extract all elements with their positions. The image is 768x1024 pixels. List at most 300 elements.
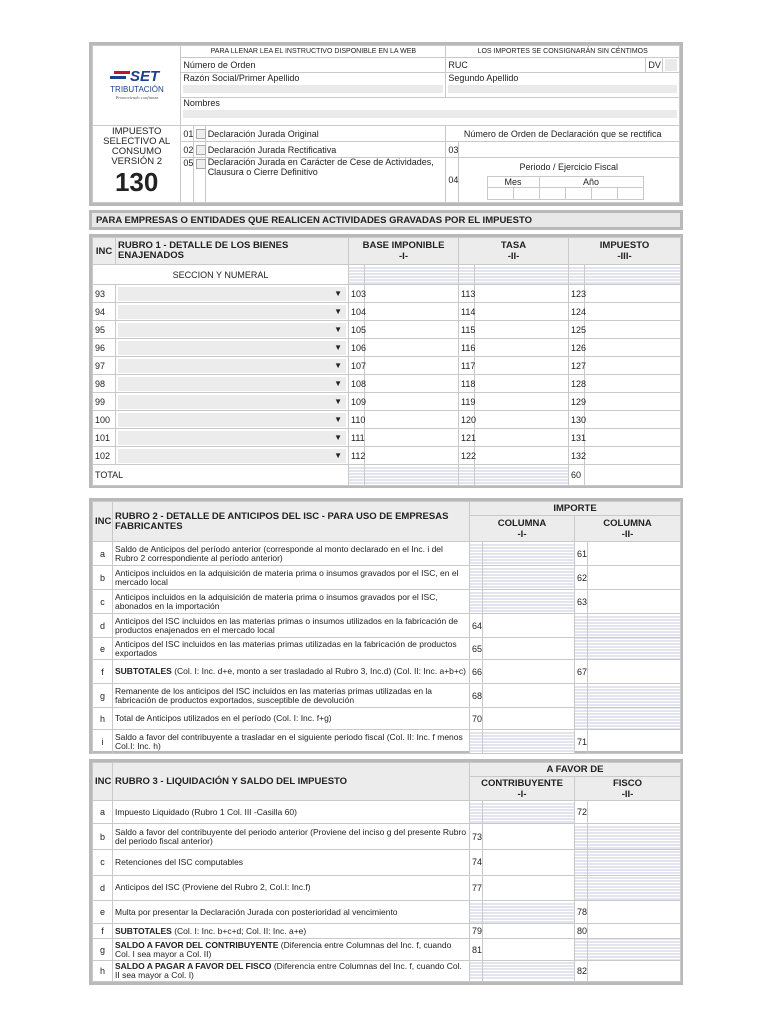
rubro3-box-b2: 82 [575,960,588,981]
r3-title: RUBRO 3 - LIQUIDACIÓN Y SALDO DEL IMPUESTO [113,763,470,801]
r2-col1-header [470,516,575,542]
r1-total-blank-2 [365,465,459,486]
rubro2-input-b1[interactable] [483,638,575,660]
rubro2-input-b2[interactable] [588,660,681,684]
form-version: VERSIÓN 2 [111,156,163,168]
rubro3-row [93,801,681,824]
nombres-field[interactable] [181,98,680,126]
r1-blank-6 [585,265,681,285]
rubro2-box-b1: 64 [470,614,483,638]
r1-section-dropdown[interactable] [118,377,346,391]
r1-section-select[interactable] [116,411,349,429]
n03-label: 03 [446,142,458,158]
r1-input-c1[interactable] [365,393,459,411]
rubro2-input-b1[interactable] [483,684,575,708]
opt01-label: Declaración Jurada Original [205,126,446,142]
r1-section-dropdown[interactable] [118,413,346,427]
r1-box-c3: 126 [569,339,585,357]
rubro2-row-desc [113,708,470,730]
r1-box-c2: 121 [459,429,475,447]
rubro3-box-b1: 73 [470,824,483,850]
r1-box-c1: 108 [349,375,365,393]
rubro2-blank-b1 [470,590,483,614]
rubro2-row [93,660,681,684]
rubro3-row-letter: e [93,901,113,924]
r1-col3-header [569,238,681,265]
r1-box-c1: 107 [349,357,365,375]
r2-col2-sub: -II- [621,528,634,540]
r1-input-c2[interactable] [475,393,569,411]
r1-input-c1[interactable] [365,375,459,393]
rubro2-blank2-b1 [483,730,575,754]
rubro3-row-text: (Col. I: Inc. b+c+d; Col. II: Inc. a+e) [171,925,307,936]
rubro1-panel [89,234,683,488]
r2-importe-header: IMPORTE [470,502,681,516]
r2-col2-header [575,516,681,542]
razon-social-field[interactable] [181,72,446,98]
rubro3-input-b1[interactable] [483,939,575,960]
chevron-down-icon: ▼ [334,415,342,424]
rubro3-input-b2[interactable] [588,801,681,824]
rubro3-row-desc [113,824,470,850]
r1-box-c1: 109 [349,393,365,411]
rubro3-blank2-b2 [588,849,681,875]
r1-col2-sub: -II- [507,251,520,262]
rubro3-row [93,875,681,901]
r1-box-c1: 111 [349,429,365,447]
rubro3-row-letter: g [93,939,113,960]
logo-tagline: Promoviendo confianza [115,94,159,100]
r1-section-dropdown[interactable] [118,431,346,445]
rubro2-input-b2[interactable] [588,590,681,614]
rubro3-row-text: Impuesto Liquidado (Rubro 1 Col. III -Casilla 60) [115,806,297,817]
r1-blank-4 [475,265,569,285]
rubro2-box-b2: 61 [575,542,588,566]
r1-input-c3[interactable] [585,411,681,429]
rubro2-row-text: Saldo a favor del contribuyente a trasladar en el siguiente periodo fiscal (Col. II: Inc. f menos Col.I: Inc. h) [115,731,463,751]
r1-box-c3: 128 [569,375,585,393]
chevron-down-icon: ▼ [334,343,342,352]
rubro3-row-desc [113,924,470,939]
rubro3-row [93,901,681,924]
rubro3-row-text: Anticipos del ISC (Proviene del Rubro 2, Col.I: Inc.f) [115,882,311,893]
rubro3-input-b2[interactable] [588,924,681,939]
r1-input-c2[interactable] [475,303,569,321]
r1-total-blank-3 [459,465,475,486]
rubro2-blank-b2 [575,638,588,660]
r1-input-c1[interactable] [365,357,459,375]
r1-section-dropdown[interactable] [118,287,346,301]
segundo-apellido-field[interactable] [446,72,680,98]
rubro2-row-text: Anticipos del ISC incluidos en las materias primas utilizadas en la fabricación de productos exportados [115,638,457,658]
periodo-box [458,176,679,202]
r1-input-c2[interactable] [475,321,569,339]
rubro3-input-b2[interactable] [588,901,681,924]
rubro2-blank-b1 [470,566,483,590]
rubro2-row [93,542,681,566]
r1-input-c3[interactable] [585,303,681,321]
rubro3-box-b1: 81 [470,939,483,960]
rubro2-box-b2: 63 [575,590,588,614]
r1-blank-2 [365,265,459,285]
r1-row [93,411,681,429]
rubro2-row-desc [113,542,470,566]
rubro2-row [93,566,681,590]
rubro3-row-letter: d [93,875,113,901]
r1-input-c2[interactable] [475,429,569,447]
logo-text: SET [129,67,159,85]
rubro2-row-letter: i [93,730,113,754]
r1-row-inc: 100 [93,411,116,429]
r2-col1-sub: -I- [517,528,527,540]
rubro3-box-b2: 78 [575,901,588,924]
r1-section-select[interactable] [116,393,349,411]
anio-label: Año [539,177,643,188]
r1-box-c2: 122 [459,447,475,465]
nombres-label: Nombres [183,98,220,109]
rubro3-input-b2[interactable] [588,960,681,981]
mes-input-2[interactable] [513,188,539,200]
anio-input-3[interactable] [591,188,617,200]
rubro2-blank-b1 [470,730,483,754]
r3-col1-sub: -I- [517,788,527,800]
r1-input-c3[interactable] [585,429,681,447]
r1-section-dropdown[interactable] [118,323,346,337]
rubro3-blank-b1 [470,960,483,981]
rubro2-blank2-b1 [483,566,575,590]
rubro2-input-b2[interactable] [588,730,681,754]
chevron-down-icon: ▼ [334,307,342,316]
r1-row [93,321,681,339]
r1-col3-sub: -III- [617,251,632,262]
r1-input-c2[interactable] [475,357,569,375]
r1-row-inc: 97 [93,357,116,375]
rubro2-row-text: Remanente de los anticipos del ISC incluidos en las materias primas utilizadas en la fabricación de productos exportados, susceptible de devolución [115,685,433,705]
rubro2-row [93,684,681,708]
rubro2-input-b2[interactable] [588,566,681,590]
rubro3-blank-b2 [575,875,588,901]
rubro2-blank-b1 [470,542,483,566]
r1-box-c3: 130 [569,411,585,429]
r1-col1-label: BASE IMPONIBLE [362,240,445,251]
r1-inc-header: INC [93,238,116,265]
r1-box-c2: 116 [459,339,475,357]
r1-input-c2[interactable] [475,447,569,465]
rubro3-row [93,939,681,960]
r1-input-c3[interactable] [585,285,681,303]
r1-input-c3[interactable] [585,447,681,465]
rubro2-row-text: (Col. I: Inc. d+e, monto a ser trasladado al Rubro 3, Inc.d) (Col. II: Inc. a+b+c) [171,666,466,677]
rubro3-box-b2: 80 [575,924,588,939]
r1-box-c3: 129 [569,393,585,411]
r3-col1-label: CONTRIBUYENTE [481,777,563,789]
rubro2-input-b1[interactable] [483,660,575,684]
rubro2-panel [89,498,683,754]
r1-row [93,447,681,465]
r1-col1-sub: -I- [399,251,408,262]
rubro3-blank-b2 [575,939,588,960]
anio-input-4[interactable] [617,188,643,200]
r1-row [93,429,681,447]
rubro3-row-desc [113,875,470,901]
r3-inc-header: INC [93,763,113,801]
rubro2-blank-b2 [575,708,588,730]
r1-input-c1[interactable] [365,303,459,321]
rubro2-input-b1[interactable] [483,614,575,638]
rubro3-blank2-b2 [588,875,681,901]
r1-total-input[interactable] [585,465,681,486]
r1-section-dropdown[interactable] [118,449,346,463]
rubro2-input-b2[interactable] [588,542,681,566]
dv-label: DV [646,57,662,72]
opt01-check[interactable] [193,126,205,142]
r1-box-c3: 123 [569,285,585,303]
r1-section-dropdown[interactable] [118,305,346,319]
rubro3-box-b1: 74 [470,849,483,875]
r1-row-inc: 93 [93,285,116,303]
r1-input-c3[interactable] [585,321,681,339]
r1-section-select[interactable] [116,447,349,465]
r1-input-c1[interactable] [365,321,459,339]
r1-section-select[interactable] [116,429,349,447]
r1-input-c2[interactable] [475,339,569,357]
rubro2-blank-b2 [575,614,588,638]
rubro2-blank2-b1 [483,542,575,566]
rubro3-blank-b2 [575,824,588,850]
rubro3-row-desc [113,801,470,824]
r1-input-c2[interactable] [475,375,569,393]
rubro2-row-letter: a [93,542,113,566]
anio-input-1[interactable] [539,188,565,200]
chevron-down-icon: ▼ [334,397,342,406]
r1-row [93,303,681,321]
r1-section-dropdown[interactable] [118,395,346,409]
r1-section-select[interactable] [116,375,349,393]
rubro3-input-b1[interactable] [483,924,575,939]
rubro3-box-b2: 72 [575,801,588,824]
rubro3-row-desc [113,849,470,875]
rubro3-row [93,824,681,850]
r1-col1-header [349,238,459,265]
r3-col1-header [470,777,575,801]
rubro3-row-letter: c [93,849,113,875]
rubro2-box-b2: 71 [575,730,588,754]
rubro2-row-letter: c [93,590,113,614]
opt05-label: Declaración Jurada en Carácter de Cese de Actividades, Clausura o Cierre Definitivo [205,158,446,203]
tax-name: IMPUESTO SELECTIVO AL CONSUMO [103,126,171,158]
rubro3-box-b1: 77 [470,875,483,901]
r1-box-c2: 113 [459,285,475,303]
header-panel [89,42,683,206]
rubro2-row-letter: b [93,566,113,590]
opt05-check[interactable] [193,158,205,203]
rubro2-row-letter: h [93,708,113,730]
r1-input-c1[interactable] [365,429,459,447]
rubro3-blank-b1 [470,801,483,824]
r1-box-c1: 105 [349,321,365,339]
r1-row-inc: 102 [93,447,116,465]
rubro2-blank2-b2 [588,638,681,660]
rubro2-row-desc [113,660,470,684]
rectifica-label: Número de Orden de Declaración que se rectifica [446,126,680,142]
rubro2-blank-b2 [575,684,588,708]
r1-box-c2: 115 [459,321,475,339]
r1-section-select[interactable] [116,357,349,375]
form-id-cell [93,126,181,203]
r3-col2-header [575,777,681,801]
rubro3-row [93,924,681,939]
r1-row-inc: 94 [93,303,116,321]
rubro2-blank2-b2 [588,708,681,730]
r1-box-c2: 119 [459,393,475,411]
r1-box-c1: 106 [349,339,365,357]
r1-box-c2: 120 [459,411,475,429]
rubro3-input-b1[interactable] [483,875,575,901]
r1-box-c3: 127 [569,357,585,375]
r1-box-c3: 132 [569,447,585,465]
r1-box-c1: 104 [349,303,365,321]
r1-input-c3[interactable] [585,393,681,411]
mes-input-1[interactable] [487,188,513,200]
rubro2-blank2-b1 [483,590,575,614]
rubro2-box-b1: 65 [470,638,483,660]
rubro3-row-letter: h [93,960,113,981]
r1-section-dropdown[interactable] [118,359,346,373]
rubro2-row-desc [113,590,470,614]
r1-input-c2[interactable] [475,411,569,429]
r2-title: RUBRO 2 - DETALLE DE ANTICIPOS DEL ISC - PARA USO DE EMPRESAS FABRICANTES [113,502,470,542]
chevron-down-icon: ▼ [334,451,342,460]
r1-box-c2: 114 [459,303,475,321]
chevron-down-icon: ▼ [334,433,342,442]
rubro3-blank2-b1 [483,901,575,924]
r1-box-c1: 110 [349,411,365,429]
opt02-label: Declaración Jurada Rectificativa [205,142,446,158]
r3-afavor-header: A FAVOR DE [470,763,681,777]
r1-input-c1[interactable] [365,447,459,465]
rubro3-input-b1[interactable] [483,849,575,875]
r1-box-c2: 117 [459,357,475,375]
rubro2-row-text: Anticipos incluidos en la adquisición de materia prima o insumos gravados por el ISC, abonados en la importación [115,591,438,611]
anio-input-2[interactable] [565,188,591,200]
form-number: 130 [114,167,159,197]
rectifica-input[interactable] [458,142,679,158]
r2-col1-label: COLUMNA [497,517,547,529]
r1-row [93,357,681,375]
r1-input-c3[interactable] [585,375,681,393]
r1-total-label: TOTAL [93,465,349,486]
r1-total-blank-1 [349,465,365,486]
r1-input-c1[interactable] [365,339,459,357]
r1-row [93,339,681,357]
rubro3-blank-b1 [470,901,483,924]
rubro3-input-b1[interactable] [483,824,575,850]
r1-row [93,393,681,411]
rubro3-row-text: Multa por presentar la Declaración Jurada con posterioridad al vencimiento [115,906,398,917]
r1-input-c3[interactable] [585,339,681,357]
rubro2-row-bold: SUBTOTALES [115,666,172,677]
r1-box-c3: 124 [569,303,585,321]
rubro3-row-text: Saldo a favor del contribuyente del periodo anterior (Proviene del inciso g del presente Rubro del periodo fiscal anterior) [115,826,467,846]
r1-col3-label: IMPUESTO [599,240,650,251]
r1-blank-1 [349,265,365,285]
r1-input-c1[interactable] [365,411,459,429]
r2-inc-header: INC [93,502,113,542]
rubro3-blank2-b1 [483,801,575,824]
r1-section-dropdown[interactable] [118,341,346,355]
r1-box-c3: 131 [569,429,585,447]
r1-section-select[interactable] [116,285,349,303]
r1-row-inc: 95 [93,321,116,339]
rubro2-row-desc [113,730,470,754]
r1-section-select[interactable] [116,303,349,321]
r1-row-inc: 98 [93,375,116,393]
r1-input-c1[interactable] [365,285,459,303]
opt01-num: 01 [181,126,193,142]
rubro2-row-desc [113,638,470,660]
logo-sub: TRIBUTACIÓN [109,84,164,94]
r1-title: RUBRO 1 - DETALLE DE LOS BIENES ENAJENADOS [116,238,349,265]
rubro3-row-text: (Diferencia entre Columnas del Inc. f, cuando Col. I sea mayor a Col. II) [115,939,452,959]
r1-row [93,375,681,393]
mes-label: Mes [487,177,539,188]
opt02-num: 02 [181,142,193,158]
r1-section-select[interactable] [116,321,349,339]
n04-label: 04 [446,158,458,203]
opt02-check[interactable] [193,142,205,158]
r1-input-c2[interactable] [475,285,569,303]
rubro2-row [93,638,681,660]
r2-col2-label: COLUMNA [603,517,652,529]
numero-orden-label: Número de Orden [181,57,446,72]
set-logo [102,65,172,105]
rubro2-row-letter: e [93,638,113,660]
rubro2-row-letter: f [93,660,113,684]
rubro3-row-letter: a [93,801,113,824]
r1-section-label: SECCION Y NUMERAL [93,265,349,285]
r1-input-c3[interactable] [585,357,681,375]
rubro2-input-b1[interactable] [483,708,575,730]
rubro2-row-text: Anticipos incluidos en la adquisición de materia prima o insumos gravados por el ISC, en el mercado local [115,567,459,587]
r1-row-inc: 101 [93,429,116,447]
chevron-down-icon: ▼ [334,289,342,298]
rubro2-blank2-b2 [588,614,681,638]
rubro3-blank2-b2 [588,824,681,850]
rubro3-row-desc [113,960,470,981]
r1-section-select[interactable] [116,339,349,357]
rubro2-row-letter: g [93,684,113,708]
razon-social-label: Razón Social/Primer Apellido [183,72,300,83]
periodo-label: Periodo / Ejercicio Fiscal [458,158,679,177]
r1-col2-header [459,238,569,265]
rubro2-row-text: Anticipos del ISC incluidos en las materias primas o insumos utilizados en la fabricación de productos enajenados en el mercado local [115,615,459,635]
segundo-apellido-label: Segundo Apellido [448,72,519,83]
instr-right: LOS IMPORTES SE CONSIGNARÁN SIN CÉNTIMOS [446,46,680,58]
chevron-down-icon: ▼ [334,325,342,334]
r1-total-box: 60 [569,465,585,486]
rubro2-row-desc [113,684,470,708]
rubro3-blank-b2 [575,849,588,875]
r1-blank-5 [569,265,585,285]
rubro3-row-desc [113,939,470,960]
r1-box-c1: 112 [349,447,365,465]
chevron-down-icon: ▼ [334,361,342,370]
r1-row [93,285,681,303]
r1-total-blank-4 [475,465,569,486]
rubro3-row-bold: SUBTOTALES [115,925,172,936]
dv-input[interactable] [662,57,679,72]
rubro3-row [93,960,681,981]
